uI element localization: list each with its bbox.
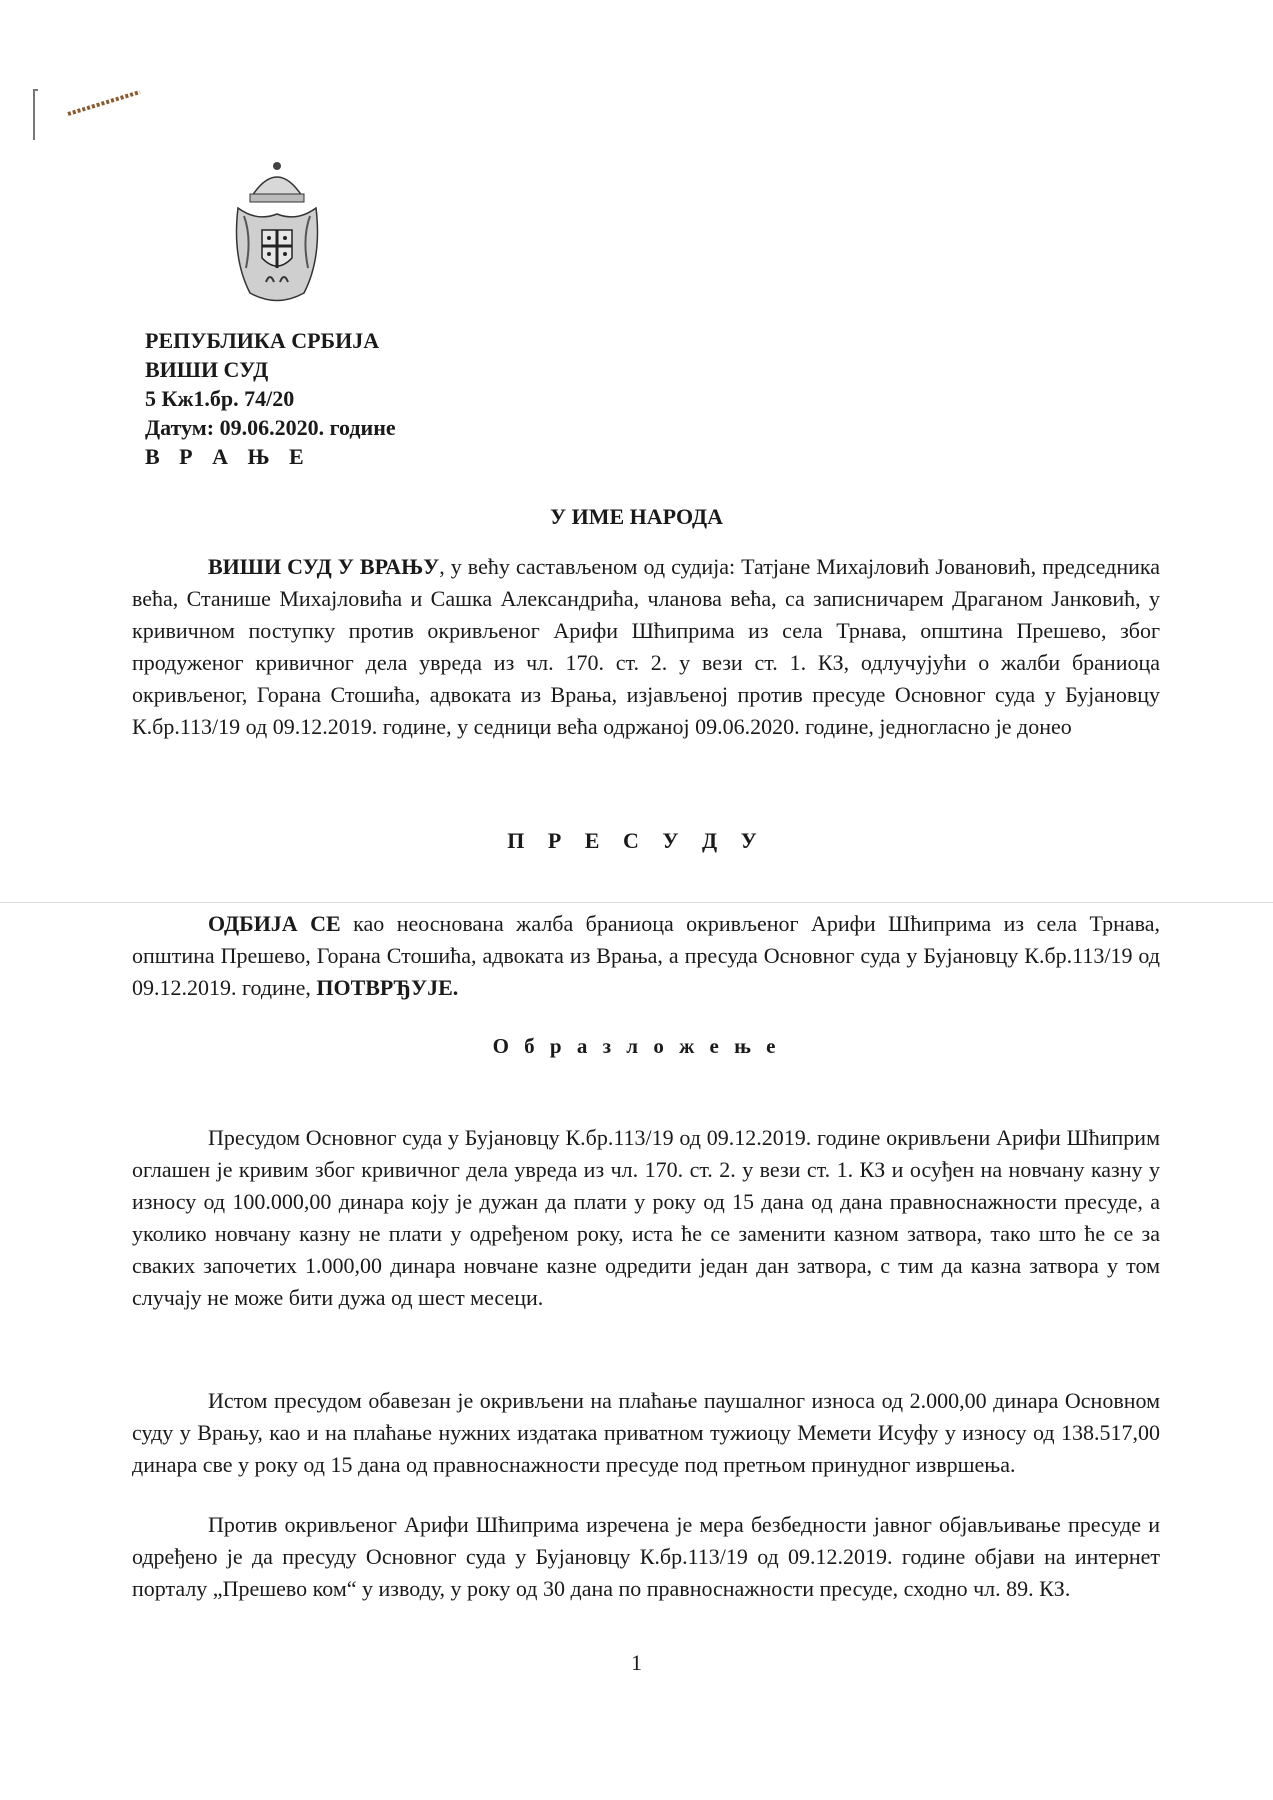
- verdict-heading: П Р Е С У Д У: [507, 828, 766, 853]
- reasoning-paragraph-2: Истом пресудом обавезан је окривљени на плаћање паушалног износа од 2.000,00 динара Основном суду у Врању, као и на плаћање нужних издатака приватном тужиоцу Мемети Исуфу у износу од 138.517,00 динара све у року од 15 дана од правноснажности пресуде под претњом принудног извршења.: [132, 1388, 1160, 1477]
- coat-of-arms-icon: [232, 158, 322, 308]
- intro-text: , у већу састављеном од судија: Татјане Михајловић Јовановић, председника већа, Станише Михајловића и Сашка Александрића, чланова већа, са записничарем Драганом Јанковић, у кривичном поступку против окривљеног Арифи Шћиприма из села Трнава, општина Прешево, због продуженог кривичног дела увреда из чл. 170. ст. 2. у вези ст. 1. КЗ, одлучујући о жалби браниоца окривљеног, Горана Стошића, адвоката из Врања, изјављеној против пресуде Основног суда у Бујановцу К.бр.113/19 од 09.12.2019. године, у седници већа одржаној 09.06.2020. године, једногласно је донео: [132, 554, 1161, 739]
- staple-mark: [30, 86, 150, 146]
- in-the-name-of-people-heading: У ИМЕ НАРОДА: [549, 504, 724, 529]
- verdict-text: као неоснована жалба браниоца окривљеног Арифи Шћиприма из села Трнава, општина Прешево, Горана Стошића, адвоката из Врања, а пресуда Основног суда у Бујановцу К.бр.113/19 од 09.12.2019. године,: [132, 911, 1160, 1000]
- reasoning-paragraph-1: Пресудом Основног суда у Бујановцу К.бр.113/19 од 09.12.2019. године окривљени Арифи Шћиприм оглашен је кривим због кривичног дела увреда из чл. 170. ст. 2. у вези ст. 1. КЗ и осуђен на новчану казну у износу од 100.000,00 динара коју је дужан да плати у року од 15 дана од дана правноснажности пресуде, а уколико новчану казну не плати у одређеном року, иста ће се заменити казном затвора, тако што ће се за сваких започетих 1.000,00 динара новчане казне одредити један дан затвора, с тим да казна затвора у том случају не може бити дужа од шест месеци.: [132, 1125, 1160, 1310]
- country-name: РЕПУБЛИКА СРБИЈА: [145, 328, 380, 353]
- intro-paragraph: [132, 551, 1160, 743]
- page-fold-line: [0, 902, 1273, 903]
- document-date: Датум: 09.06.2020. године: [145, 415, 396, 440]
- reasoning-heading: О б р а з л о ж е њ е: [492, 1034, 781, 1058]
- verdict-rejected-bold: ОДБИЈА СЕ: [208, 911, 341, 936]
- verdict-confirmed-bold: ПОТВРЂУЈЕ.: [316, 975, 459, 1000]
- city-name: В Р А Њ Е: [145, 444, 311, 469]
- verdict-paragraph: [132, 908, 1160, 1004]
- case-number: 5 Кж1.бр. 74/20: [145, 386, 295, 411]
- document-header: [145, 326, 396, 471]
- intro-court-bold: ВИШИ СУД У ВРАЊУ: [208, 554, 440, 579]
- reasoning-paragraph-3: Против окривљеног Арифи Шћиприма изречена је мера безбедности јавног објављивање пресуде и одређено је да пресуду Основног суда у Бујановцу К.бр.113/19 од 09.12.2019. године објави на интернет порталу „Прешево ком“ у изводу, у року од 30 дана по правноснажности пресуде, сходно чл. 89. КЗ.: [132, 1512, 1160, 1601]
- court-name: ВИШИ СУД: [145, 357, 269, 382]
- page-number: 1: [631, 1650, 642, 1675]
